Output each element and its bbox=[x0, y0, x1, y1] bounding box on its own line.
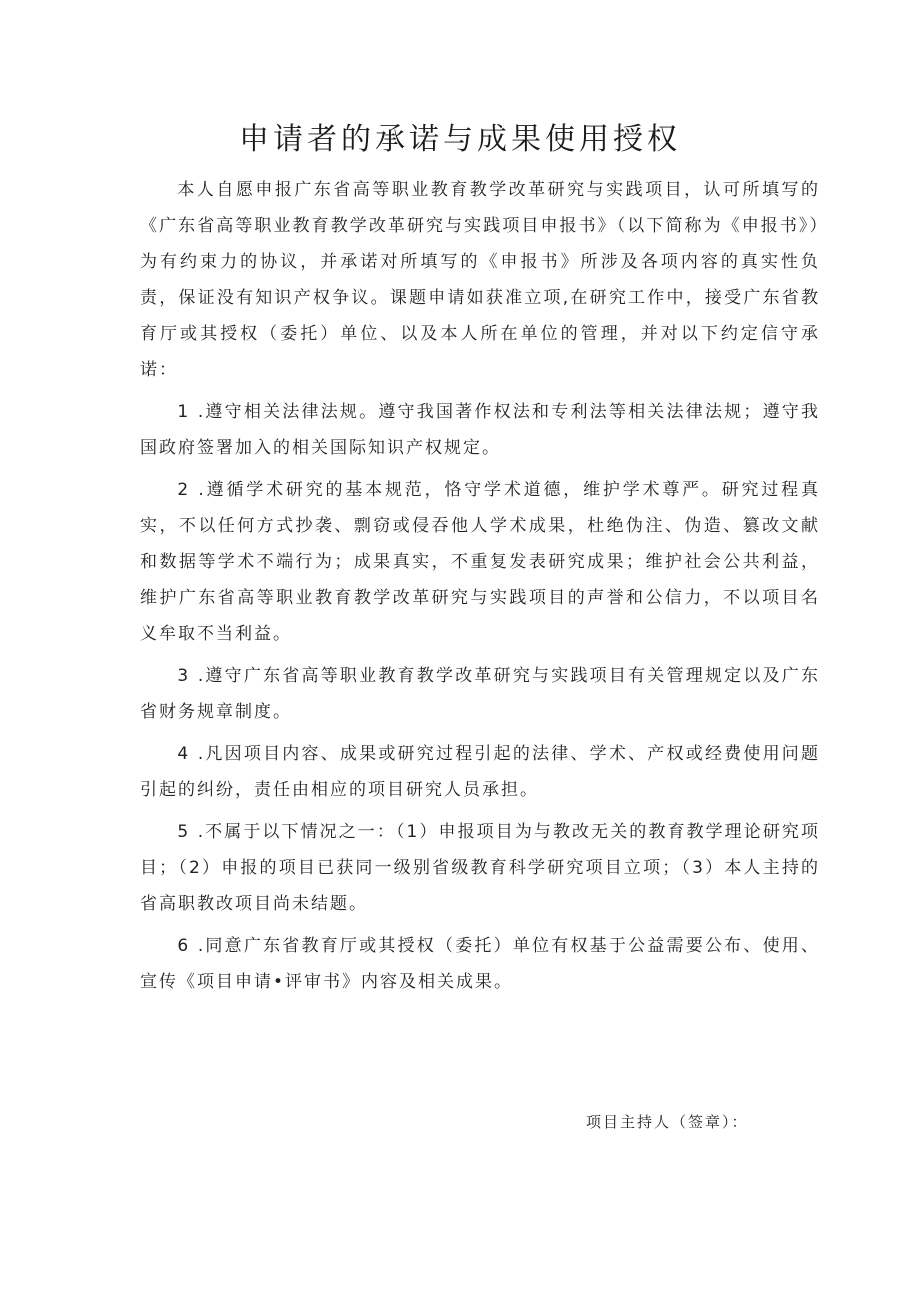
document-body bbox=[140, 172, 820, 1006]
pledge-item-2: 2 .遵循学术研究的基本规范，恪守学术道德，维护学术尊严。研究过程真实，不以任何方式抄袭、剽窃或侵吞他人学术成果，杜绝伪注、伪造、篡改文献和数据等学术不端行为；成果真实，不重复发表研究成果；维护社会公共利益，维护广东省高等职业教育教学改革研究与实践项目的声誉和公信力，不以项目名义牟取不当利益。 bbox=[140, 480, 820, 644]
pledge-item-6: 6 .同意广东省教育厅或其授权（委托）单位有权基于公益需要公布、使用、宣传《项目申请•评审书》内容及相关成果。 bbox=[140, 936, 820, 992]
pledge-item-1: 1 .遵守相关法律法规。遵守我国著作权法和专利法等相关法律法规；遵守我国政府签署加入的相关国际知识产权规定。 bbox=[140, 402, 820, 458]
pledge-item-4: 4 .凡因项目内容、成果或研究过程引起的法律、学术、产权或经费使用问题引起的纠纷，责任由相应的项目研究人员承担。 bbox=[140, 744, 820, 800]
page-title: 申请者的承诺与成果使用授权 bbox=[239, 122, 681, 157]
signature-label: 项目主持人（签章）： bbox=[586, 1113, 749, 1131]
intro-paragraph: 本人自愿申报广东省高等职业教育教学改革研究与实践项目，认可所填写的《广东省高等职业教育教学改革研究与实践项目申报书》（以下简称为《申报书》）为有约束力的协议，并承诺对所填写的《申报书》所涉及各项内容的真实性负责，保证没有知识产权争议。课题申请如获准立项,在研究工作中，接受广东省教育厅或其授权（委托）单位、以及本人所在单位的管理，并对以下约定信守承诺： bbox=[140, 180, 820, 380]
pledge-item-5: 5 .不属于以下情况之一：（1）申报项目为与教改无关的教育教学理论研究项目；（2）申报的项目已获同一级别省级教育科学研究项目立项；（3）本人主持的省高职教改项目尚未结题。 bbox=[140, 822, 820, 914]
pledge-item-3: 3 .遵守广东省高等职业教育教学改革研究与实践项目有关管理规定以及广东省财务规章制度。 bbox=[140, 666, 820, 722]
